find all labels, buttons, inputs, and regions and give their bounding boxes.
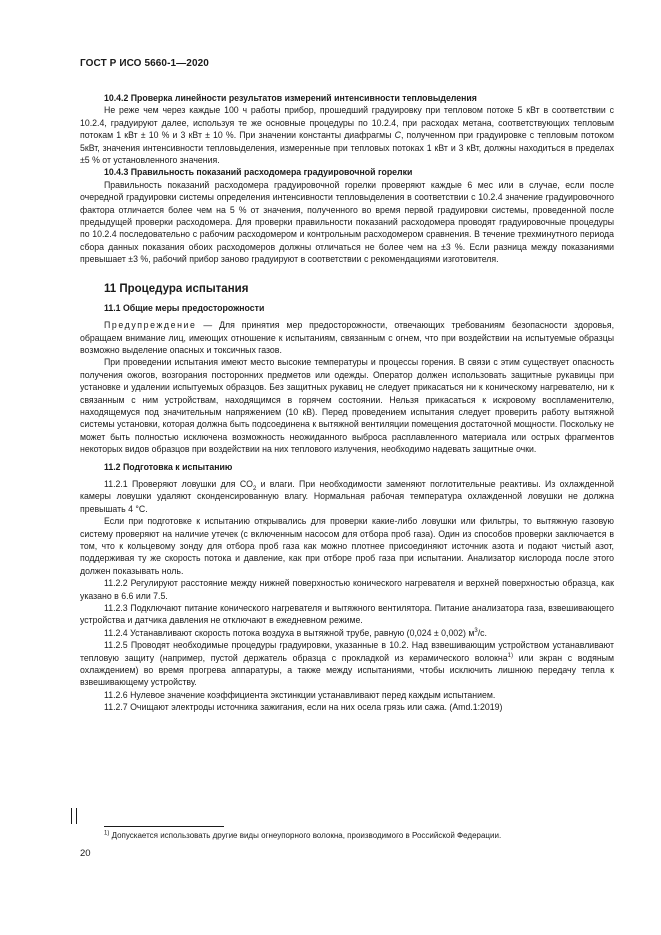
paragraph-11-2-5 [80,639,614,689]
footnote-rule [104,826,224,827]
footnote-mark: 1) [104,830,110,837]
subsection-title-10-4-3: 10.4.3 Правильность показаний расходомера градуировочной горелки [104,167,413,178]
italic-symbol: C [394,130,401,141]
footnote-ref: 1) [507,652,513,659]
text-span: 11.2.4 Устанавливают скорость потока воздуха в вытяжной трубе, равную (0,024 ± 0,002) м [104,627,475,638]
paragraph-11-1-2: При проведении испытания имеют место высокие температуры и процессы горения. В связи с этим существует опасность получения ожогов, возгорания посторонних предметов или одежды. Оператор должен использовать защитные рукавицы при установке и удалении испытуемых образцов. Без защитных рукавиц не следует прикасаться ни к коническому нагревателю, ни к связанным с ним устройствам, находящимся в горячем состоянии. Нельзя прикасаться к искровому воспламенителю, находящемуся под значительным напряжением (10 кВ). Перед проведением испытания следует проверить работу вытяжной системы установки, которая должна быть подсоединена к вытяжной вентиляции помещения достаточной мощности. Поскольку не может быть полностью исключена возможность неожиданного выброса расплавленного материала или острых фрагментов некоторых видов образцов при воздействии на них теплового излучения, необходимо надевать защитные очки. [80,357,614,455]
paragraph-11-2-3: 11.2.3 Подключают питание конического нагревателя и вытяжного вентилятора. Питание анализатора газа, взвешивающего устройства и датчика давления не отключают в ежедневном режиме. [80,603,614,626]
paragraph-10-4-2 [80,104,614,166]
subsection-title-11-2: 11.2 Подготовка к испытанию [104,461,233,472]
text-span: или экран с водяным охлаждением) во время прогрева аппаратуры, а также между испытаниями, чтобы исключить лишнюю передачу тепла к взвешивающему устройству. [80,652,614,688]
document-header: ГОСТ Р ИСО 5660-1—2020 [80,58,209,69]
superscript: 3 [474,627,478,634]
section-title-11: 11 Процедура испытания [104,282,249,295]
footnote-text: Допускается использовать другие виды огнеупорного волокна, производимого в Российской Федерации. [109,831,502,840]
text-span: Не реже чем через каждые 100 ч работы прибор, прошедший градуировку при тепловом потоке 5 кВт в соответствии с 10.2.4, градуируют далее, используя те же основные процедуры по 10.2.4, при расходах метана, соответствующих тепловым потокам 1 кВт ± 10 % и 3 кВт ± 10 %. При значении константы диафрагмы [80,105,614,141]
paragraph-11-2-2: 11.2.2 Регулируют расстояние между нижней поверхностью конического нагревателя и верхней поверхностью образца, как указано в 6.6 или 7.5. [80,578,614,601]
subscript: 2 [252,485,257,492]
paragraph-11-2-1 [80,478,614,515]
text-span: /с. [477,627,487,638]
document-body [80,92,614,714]
warning-paragraph [80,319,614,356]
text-span: , полученном при градуировке с тепловым потоком 5кВт, значения интенсивности тепловыделения, измеренные при тепловых потоках 1 кВт и 3 кВт, должны находиться в пределах ±5 % от установленного значения. [80,130,614,166]
text-span: и влаги. При необходимости заменяют поглотительные реактивы. Из охлажденной камеры ловушки удаляют сконденсированную влагу. Нормальная рабочая температура охлажденной ловушки не должна превышать 4 °С. [80,478,614,514]
subsection-title-11-1: 11.1 Общие меры предосторожности [104,302,265,313]
paragraph-11-2-4 [80,627,614,639]
paragraph-10-4-3: Правильность показаний расходомера градуировочной горелки проверяют каждые 6 мес или в случае, если после очередной градуировки системы определения интенсивности тепловыделения в соответствии с 10.2.4 значение градуировочного фактора отличается более чем на 5 % от значения, полученного во время первой градуировки системы, проведенной после предыдущей проверки расходомера. Для проверки правильности показаний расходомера проводят градуировочные процедуры по 10.2.4 последовательно с рабочим расходомером и контрольным расходомером сравнения. В течение трехминутного периода сбора данных показания обоих расходомеров должны отличаться не более чем на ±3 %. Если разница между показаниями превышает ±3 %, рабочий прибор заново градуируют в соответствии с рекомендациями изготовителя. [80,179,614,265]
page-number: 20 [80,848,91,859]
change-bar [71,808,77,824]
subsection-title-10-4-2: 10.4.2 Проверка линейности результатов измерений интенсивности тепловыделения [104,93,477,103]
paragraph-11-2-7: 11.2.7 Очищают электроды источника зажигания, если на них осела грязь или сажа. (Amd.1:2019) [104,702,503,713]
footnote [104,830,614,841]
paragraph-11-2-6: 11.2.6 Нулевое значение коэффициента экстинкции устанавливают перед каждым испытанием. [104,689,496,700]
paragraph-11-2-1-cont: Если при подготовке к испытанию открывались для проверки какие-либо ловушки или фильтры, то вытяжную газовую систему проверяют на наличие утечек (с включенным насосом для отбора проб газа). Один из способов проверки заключается в том, что к кольцевому зонду для отбора проб газа как можно плотнее присоединяют источник азота и подают чистый азот, поддерживая ту же скорость потока и давление, как при отборе проб газа при испытании. Анализатор кислорода после этого должен показывать ноль. [80,516,614,576]
warning-text: — Для принятия мер предосторожности, отвечающих требованиям безопасности здоровья, обращаем внимание лиц, имеющих отношение к испытаниям, связанным с огнем, что при воздействии на испытуемые образцы возможно выделение опасных и токсичных газов. [80,320,614,355]
warning-label: Предупреждение [104,320,197,331]
text-span: 11.2.1 Проверяют ловушки для CO [104,478,253,489]
text-span: 11.2.5 Проводят необходимые процедуры градуировки, указанные в 10.2. Над взвешивающим устройством устанавливают тепловую защиту (например, пустой держатель образца с прокладкой из керамического волокна [80,640,614,663]
